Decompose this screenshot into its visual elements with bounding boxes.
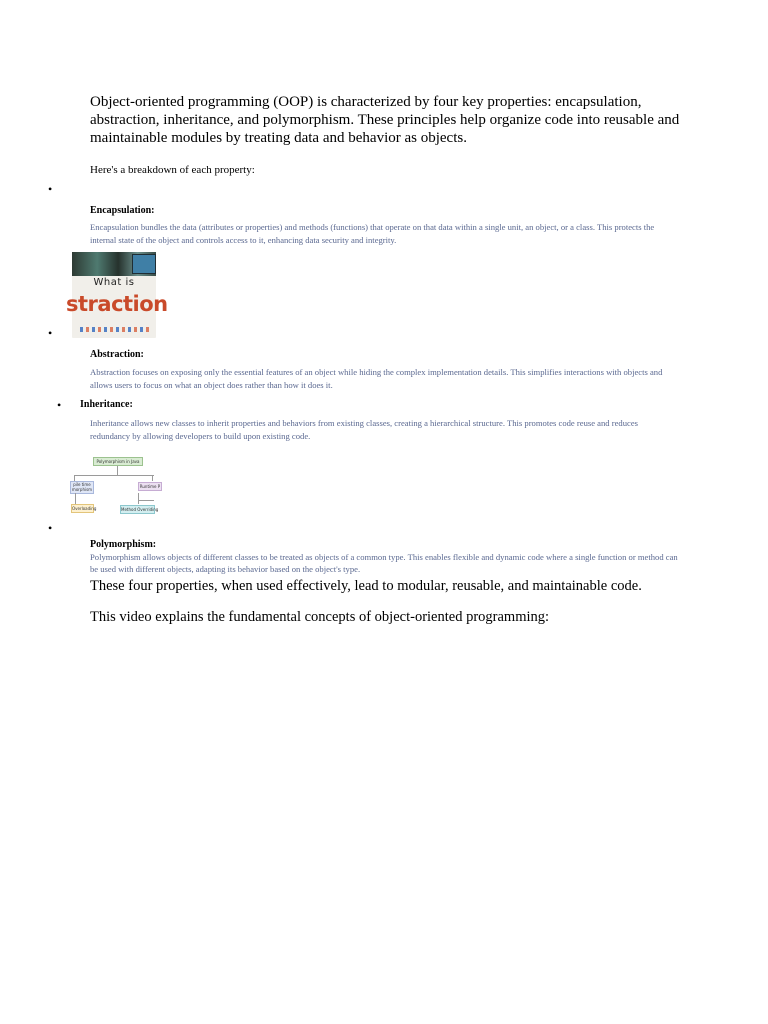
polymorphism-diagram-thumbnail[interactable]	[71, 455, 161, 515]
abstraction-thumbnail-image[interactable]	[66, 252, 168, 338]
encapsulation-heading: Encapsulation:	[90, 205, 155, 216]
closing-paragraph: These four properties, when used effectively, lead to modular, reusable, and maintainable code.	[90, 578, 642, 594]
polymorphism-heading: Polymorphism:	[90, 539, 157, 550]
abstraction-heading: Abstraction:	[90, 349, 144, 360]
lead-text: Here's a breakdown of each property:	[90, 164, 255, 176]
diagram-root-node: Polymorphism in Java	[93, 457, 143, 466]
decorative-dots	[80, 327, 150, 332]
diagram-connector	[138, 500, 154, 501]
intro-paragraph: Object-oriented programming (OOP) is characterized by four key properties: encapsulation, abstraction, inheritance, and polymorphism. These principles help organize code into reusable and maintainable modules by treating data and behavior as objects.	[90, 94, 680, 146]
list-bullet: •	[48, 521, 53, 535]
diagram-connector	[74, 475, 154, 476]
video-intro-text: This video explains the fundamental concepts of object-oriented programming:	[90, 609, 550, 625]
abstraction-description: Abstraction focuses on exposing only the essential features of an object while hiding the complex implementation details. This simplifies interactions with objects and allows users to focus on what an object does rather than how it does it.	[90, 367, 663, 390]
diagram-connector	[117, 466, 118, 475]
diagram-overriding-node: Method Overriding	[121, 507, 159, 512]
list-bullet: •	[48, 182, 53, 196]
thumbnail-caption-what-is: What is	[93, 277, 135, 288]
diagram-connector	[138, 493, 139, 504]
list-bullet: •	[48, 326, 53, 340]
inheritance-description: Inheritance allows new classes to inherit properties and behaviors from existing classes, creating a hierarchical structure. This promotes code reuse and reduces redundancy by allowing developers to build upon existing code.	[90, 418, 638, 441]
diagram-connector	[152, 475, 153, 481]
diagram-compile-time-node: pile time morphism	[70, 481, 94, 494]
diagram-overloading-node: Overloading	[72, 506, 97, 511]
diagram-connector	[75, 493, 76, 504]
monitor-graphic	[132, 254, 156, 274]
diagram-runtime-node: Runtime P	[139, 484, 161, 489]
inheritance-heading: Inheritance:	[80, 399, 133, 410]
list-bullet: •	[57, 398, 62, 412]
encapsulation-description: Encapsulation bundles the data (attributes or properties) and methods (functions) that operate on that data within a single unit, an object, or a class. This protects the internal state of the object and controls access to it, enhancing data security and integrity.	[90, 222, 655, 245]
polymorphism-description: Polymorphism allows objects of different classes to be treated as objects of a common type. This enables flexible and dynamic code where a single function or method can be used with different objects, adapting its behavior based on the object's type.	[90, 552, 678, 574]
thumbnail-caption-abstraction: straction	[66, 292, 168, 316]
